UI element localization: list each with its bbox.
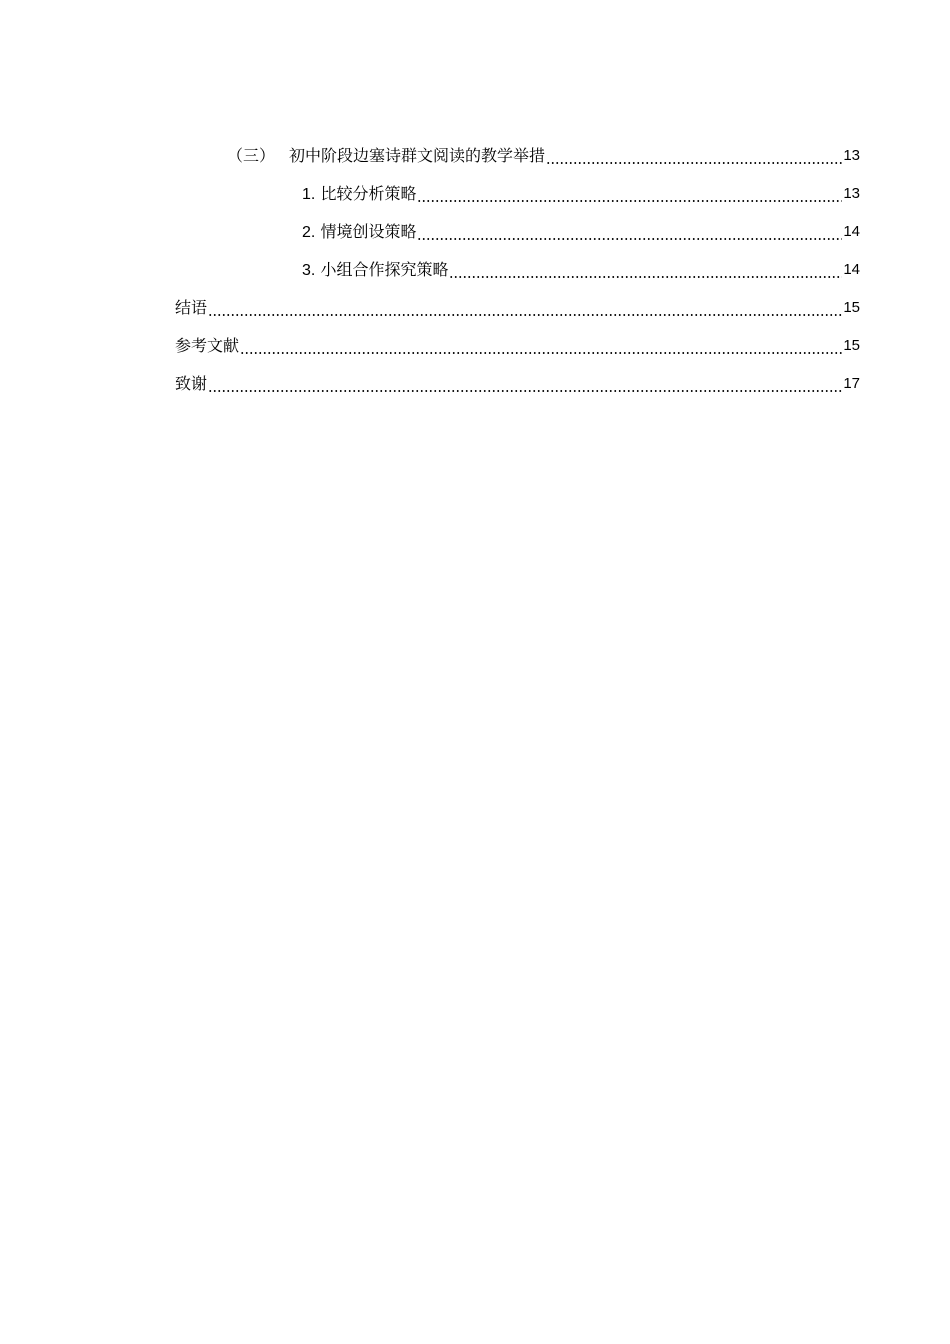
toc-entry-number: 3. xyxy=(302,261,316,279)
toc-entry[interactable] xyxy=(175,365,860,403)
toc-entry[interactable] xyxy=(175,289,860,327)
toc-entry[interactable] xyxy=(175,251,860,289)
toc-entry-text: 参考文献 xyxy=(175,336,240,355)
toc-entry[interactable] xyxy=(175,137,860,175)
toc-entry[interactable] xyxy=(175,175,860,213)
toc-dot-leader xyxy=(449,258,842,282)
toc-dot-leader xyxy=(546,144,842,168)
toc-page-number: 15 xyxy=(843,337,860,354)
toc-dot-leader xyxy=(417,220,842,244)
table-of-contents xyxy=(175,137,860,403)
toc-entry-number: 2. xyxy=(302,223,316,241)
toc-page-number: 17 xyxy=(843,375,860,392)
toc-entry[interactable] xyxy=(175,327,860,365)
toc-entry-number: 1. xyxy=(302,185,316,203)
toc-page-number: 15 xyxy=(843,299,860,316)
toc-entry-title xyxy=(302,220,416,245)
toc-page-number: 13 xyxy=(843,185,860,202)
toc-dot-leader xyxy=(240,334,842,358)
toc-entry-title xyxy=(302,258,448,283)
toc-page-number: 14 xyxy=(843,223,860,240)
toc-page-number: 13 xyxy=(843,147,860,164)
toc-dot-leader xyxy=(208,296,842,320)
toc-entry-text: 小组合作探究策略 xyxy=(320,259,449,279)
toc-dot-leader xyxy=(208,372,842,396)
toc-entry-text: 结语 xyxy=(175,298,208,317)
toc-entry-text: 致谢 xyxy=(175,374,208,393)
toc-entry-title xyxy=(227,144,545,168)
toc-entry-text: 初中阶段边塞诗群文阅读的教学举措 xyxy=(289,146,546,165)
toc-entry-text: 比较分析策略 xyxy=(320,183,417,203)
toc-entry-title xyxy=(302,182,416,207)
toc-entry[interactable] xyxy=(175,213,860,251)
toc-entry-text: 情境创设策略 xyxy=(320,221,417,241)
toc-entry-prefix: （三） xyxy=(227,146,276,165)
toc-dot-leader xyxy=(417,182,842,206)
toc-page-number: 14 xyxy=(843,261,860,278)
